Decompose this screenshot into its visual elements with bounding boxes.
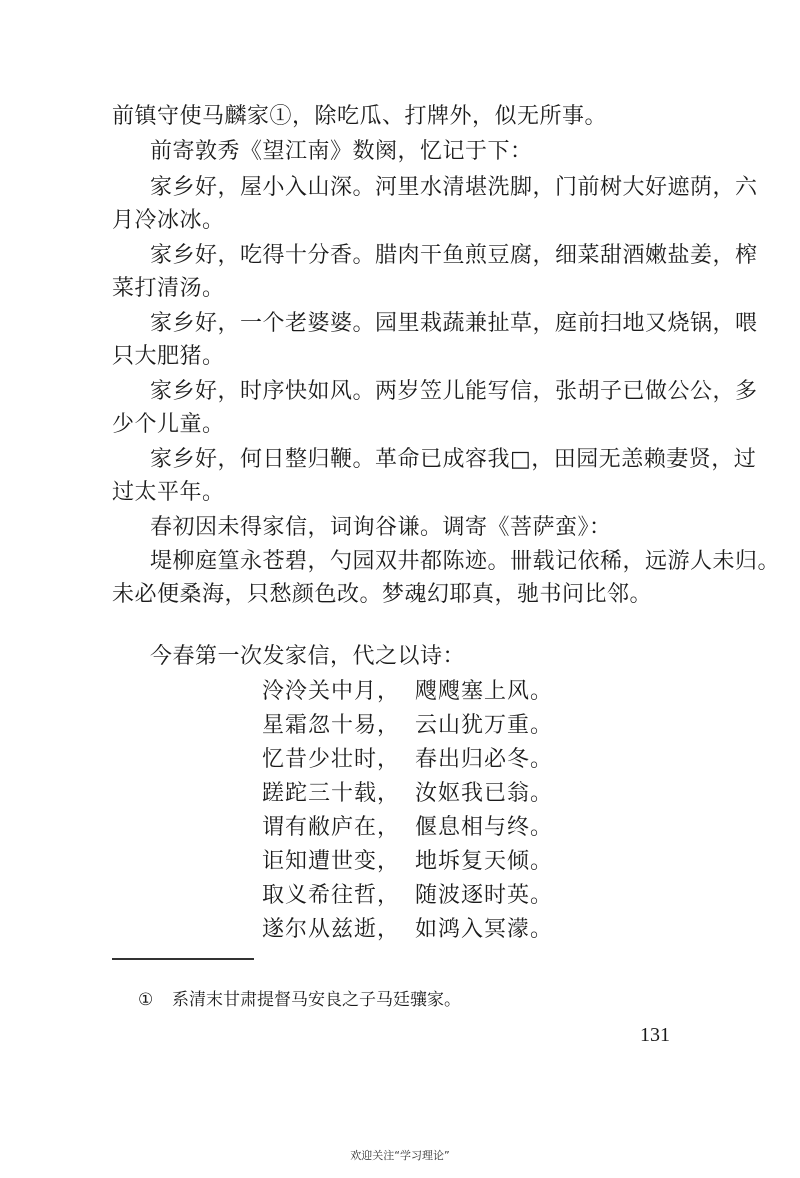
poem-line-second-half: 汝妪我已翁。 bbox=[415, 781, 554, 806]
poem-line-first-half: 取义希往哲， bbox=[262, 883, 401, 908]
bottom-caption: 欢迎关注“学习理论” bbox=[350, 1149, 450, 1162]
text-line: 春初因未得家信，词询谷谦。调寄《菩萨蛮》： bbox=[150, 515, 612, 540]
poem-line-first-half: 泠泠关中月， bbox=[262, 679, 401, 704]
poem-line-first-half: 星霜忽十易， bbox=[262, 713, 401, 738]
poem-line-second-half: 如鸿入冥濛。 bbox=[415, 917, 554, 942]
poem-line-second-half: 地坼复天倾。 bbox=[415, 849, 554, 874]
text-line: 前镇守使马麟家①，除吃瓜、打牌外，似无所事。 bbox=[112, 104, 608, 129]
poem-line-first-half: 谓有敝庐在， bbox=[262, 815, 401, 840]
text-line: 只大肥猪。 bbox=[112, 344, 225, 369]
page-number: 131 bbox=[640, 1024, 670, 1046]
text-line: 家乡好，一个老婆婆。园里栽蔬兼扯草，庭前扫地又烧锅，喂 bbox=[150, 311, 758, 336]
poem-line-second-half: 云山犹万重。 bbox=[415, 713, 554, 738]
text-line: 过太平年。 bbox=[112, 480, 225, 505]
footnote-divider bbox=[112, 958, 254, 960]
poem-line-second-half: 春出归必冬。 bbox=[415, 747, 554, 772]
poem-line-first-half: 遂尔从兹逝， bbox=[262, 917, 401, 942]
text-line: 家乡好，时序快如风。两岁笠儿能写信，张胡子已做公公，多 bbox=[150, 379, 758, 404]
poem-line-second-half: 飕飕塞上风。 bbox=[415, 679, 554, 704]
poem-line-first-half: 蹉跎三十载， bbox=[262, 781, 401, 806]
text-line: 家乡好，何日整归鞭。革命已成容我□，田园无恙赖妻贤，过 bbox=[150, 447, 757, 472]
text-line: 前寄敦秀《望江南》数阕，忆记于下： bbox=[150, 139, 533, 164]
footnote-marker: ① bbox=[138, 990, 154, 1010]
text-line: 堤柳庭篁永苍碧，勺园双井都陈迹。卌载记依稀，远游人未归。 bbox=[150, 549, 781, 574]
text-line: 家乡好，屋小入山深。河里水清堪洗脚，门前树大好遮荫，六 bbox=[150, 175, 758, 200]
poem-line-second-half: 偃息相与终。 bbox=[415, 815, 554, 840]
text-line: 月冷冰冰。 bbox=[112, 208, 225, 233]
poem-line-first-half: 忆昔少壮时， bbox=[262, 747, 401, 772]
text-line: 菜打清汤。 bbox=[112, 276, 225, 301]
text-line: 家乡好，吃得十分香。腊肉干鱼煎豆腐，细菜甜酒嫩盐姜，榨 bbox=[150, 243, 758, 268]
text-line: 未必便桑海，只愁颜色改。梦魂幻耶真，驰书问比邻。 bbox=[112, 582, 653, 607]
text-line: 少个儿童。 bbox=[112, 412, 225, 437]
text-line: 今春第一次发家信，代之以诗： bbox=[150, 644, 466, 669]
poem-line-first-half: 讵知遭世变， bbox=[262, 849, 401, 874]
poem-line-second-half: 随波逐时英。 bbox=[415, 883, 554, 908]
footnote-text: 系清末甘肃提督马安良之子马廷骧家。 bbox=[172, 990, 461, 1010]
